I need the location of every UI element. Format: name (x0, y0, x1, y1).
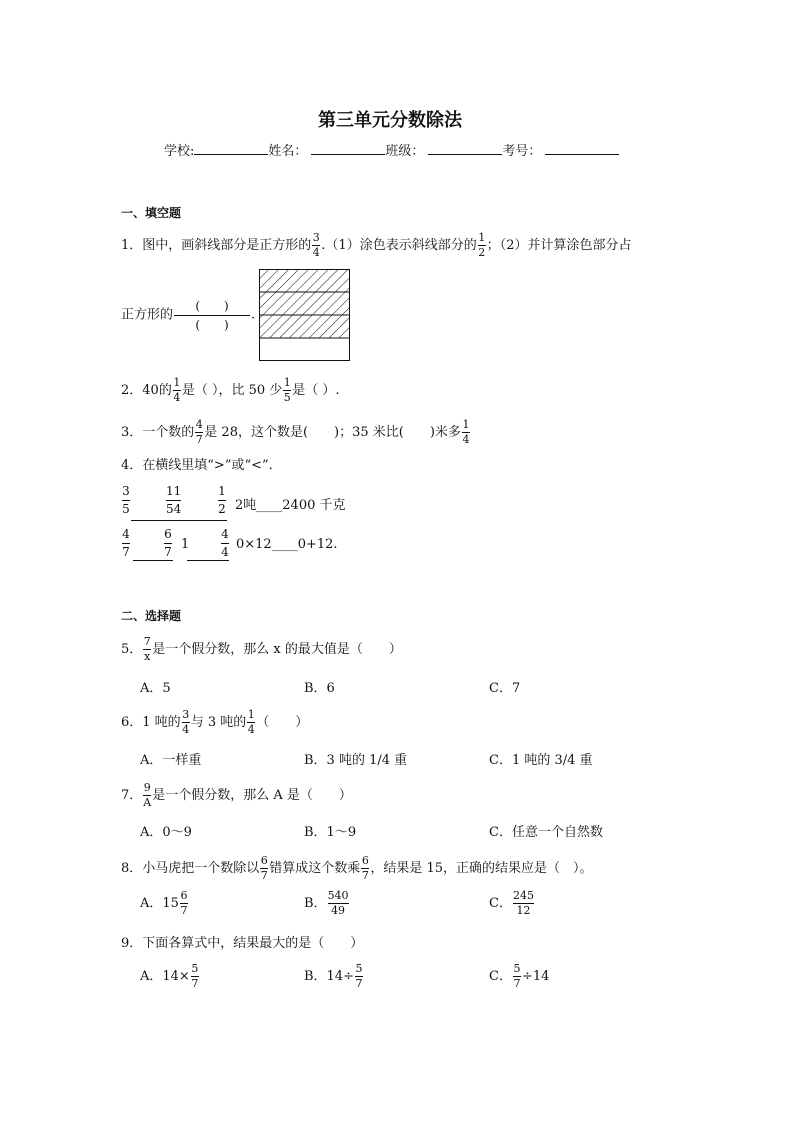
q9-option-b-fraction: $\frac{5}{7}$ (355, 962, 363, 990)
q4-row-1 (121, 484, 401, 524)
q9-option-b-label: B．14÷ (304, 969, 354, 984)
q2-text-b: 是（ ），比 50 少 (181, 383, 283, 398)
q2-fraction-2: $\frac{1}{5}$ (283, 376, 291, 404)
q9-option-c-tail: ÷14 (521, 969, 550, 984)
q5-option-a[interactable]: A．5 (140, 681, 171, 696)
q6-option-a[interactable]: A．一样重 (140, 753, 202, 768)
q8-number: 8． (121, 861, 143, 876)
q6-text-c: （ ） (256, 715, 309, 730)
q9-option-a-fraction: $\frac{5}{7}$ (191, 962, 199, 990)
q1-text-a: 图中，画斜线部分是正方形的 (142, 238, 312, 253)
q6-text-b: 与 3 吨的 (190, 715, 247, 730)
q6-fraction-2: $\frac{1}{4}$ (247, 708, 255, 736)
q2-number: 2． (121, 383, 143, 398)
question-2 (121, 377, 340, 404)
q2-text-c: 是（ ）. (292, 383, 340, 398)
q1-number: 1． (121, 238, 143, 253)
q8-text-b: 错算成这个数乘 (269, 861, 361, 876)
q4-r1-tail: 2吨____2400 千克 (235, 498, 346, 513)
q4-r1-fraction-3: 1 2 (218, 484, 226, 516)
question-4 (121, 456, 282, 476)
question-1 (121, 232, 631, 259)
q6-option-b[interactable]: B．3 吨的 1/4 重 (304, 753, 408, 768)
q1-fraction-three-quarters: $\frac{3}{4}$ (312, 231, 320, 259)
q9-option-b[interactable] (304, 963, 364, 990)
question-8 (121, 855, 593, 882)
q4-r2-tail: 0×12____0+12. (236, 537, 338, 552)
q8-option-a-fraction: $\frac{6}{7}$ (180, 889, 188, 917)
q4-r2-fraction-3: 4 4 (221, 527, 229, 559)
q8-option-a[interactable] (140, 890, 189, 917)
section-fill-heading: 一、填空题 (121, 206, 182, 220)
q9-number: 9． (121, 936, 143, 951)
q6-number: 6． (121, 715, 143, 730)
q7-option-c[interactable]: C．任意一个自然数 (489, 825, 603, 840)
q1-text-b: .（1）涂色表示斜线部分的 (321, 238, 477, 253)
q9-option-c[interactable] (489, 963, 549, 990)
q6-text-a: 1 吨的 (142, 715, 181, 730)
page-title: 第三单元分数除法 (318, 110, 462, 131)
q2-text-a: 40的 (142, 383, 172, 398)
q1-answer-fraction-blank[interactable]: $\frac{( )}{( )}$ (174, 298, 250, 333)
hatched-region (260, 270, 350, 338)
info-line (164, 140, 619, 159)
question-5 (121, 636, 402, 663)
q4-r2-fraction-2: 6 7 (164, 527, 172, 559)
q3-fraction-2: $\frac{1}{4}$ (462, 418, 470, 446)
q8-option-c-fraction: $\frac{245}{12}$ (512, 889, 534, 917)
q5-option-b[interactable]: B．6 (304, 681, 335, 696)
q1-text-d: 正方形的 (121, 307, 174, 323)
exam-no-blank[interactable] (545, 142, 619, 155)
school-blank[interactable] (194, 142, 268, 155)
question-1-answer-line (121, 298, 255, 333)
q4-number: 4． (121, 458, 143, 473)
q1-fraction-half: $\frac{1}{2}$ (478, 231, 486, 259)
q5-number: 5． (121, 642, 143, 657)
q3-fraction-1: $\frac{4}{7}$ (195, 418, 203, 446)
question-7 (121, 782, 352, 809)
q8-option-b-fraction: $\frac{540}{49}$ (327, 889, 349, 917)
q4-row-2 (121, 527, 401, 567)
q4-r2-mid: 1 (181, 537, 190, 552)
q6-fraction-1: $\frac{3}{4}$ (182, 708, 190, 736)
q3-number: 3． (121, 425, 143, 440)
q3-text-a: 一个数的 (142, 425, 195, 440)
q8-text-c: ，结果是 15，正确的结果应是（ ）。 (370, 861, 593, 876)
q6-option-c[interactable]: C．1 吨的 3/4 重 (489, 753, 593, 768)
q4-r1-answer-line[interactable] (131, 520, 227, 521)
q4-r2-blank-1[interactable] (133, 560, 173, 561)
q8-option-c[interactable] (489, 890, 535, 917)
q4-r2-blank-2[interactable] (187, 560, 229, 561)
q9-option-c-label: C． (489, 969, 512, 984)
class-blank[interactable] (428, 142, 502, 155)
q8-text-a: 小马虎把一个数除以 (142, 861, 260, 876)
q1-text-c: ；（2）并计算涂色部分占 (486, 238, 632, 253)
q7-option-b[interactable]: B．1～9 (304, 825, 357, 840)
q9-option-c-fraction: $\frac{5}{7}$ (513, 962, 521, 990)
q8-option-a-label: A．15 (140, 896, 179, 911)
q5-fraction: $\frac{7}{x}$ (143, 635, 151, 663)
class-label: 班级： (385, 144, 425, 159)
school-label: 学校: (164, 144, 195, 159)
q8-option-c-label: C． (489, 896, 512, 911)
q4-r1-fraction-2: 11 54 (166, 484, 182, 516)
q2-fraction-1: $\frac{1}{4}$ (173, 376, 181, 404)
q5-text: 是一个假分数，那么 x 的最大值是（ ） (152, 642, 402, 657)
q8-fraction-1: $\frac{6}{7}$ (260, 854, 268, 882)
q1-end: . (251, 307, 256, 323)
name-blank[interactable] (311, 142, 385, 155)
question-3 (121, 419, 471, 446)
q1-hatched-square-figure (259, 269, 350, 361)
q7-text: 是一个假分数，那么 A 是（ ） (152, 788, 352, 803)
q9-text: 下面各算式中，结果最大的是（ ） (142, 936, 364, 951)
q5-option-c[interactable]: C．7 (489, 681, 521, 696)
question-6 (121, 709, 308, 736)
q3-text-b: 是 28，这个数是( )；35 米比( )米多 (204, 425, 461, 440)
q7-fraction: $\frac{9}{A}$ (143, 781, 152, 809)
q7-option-a[interactable]: A．0～9 (140, 825, 192, 840)
name-label: 姓名： (268, 144, 308, 159)
q9-option-a-label: A．14× (140, 969, 190, 984)
q7-number: 7． (121, 788, 143, 803)
q4-text: 在横线里填“>”或“<”． (142, 458, 282, 473)
question-9 (121, 934, 363, 954)
q9-option-a[interactable] (140, 963, 200, 990)
q4-r1-fraction-1: 3 5 (122, 484, 130, 516)
section-choice-heading: 二、选择题 (121, 609, 182, 623)
hatched-square-svg (259, 269, 350, 361)
exam-no-label: 考号： (502, 144, 542, 159)
q8-option-b[interactable] (304, 890, 350, 917)
q4-r2-fraction-1: 4 7 (122, 527, 130, 559)
q8-option-b-label: B． (304, 896, 327, 911)
q8-fraction-2: $\frac{6}{7}$ (361, 854, 369, 882)
